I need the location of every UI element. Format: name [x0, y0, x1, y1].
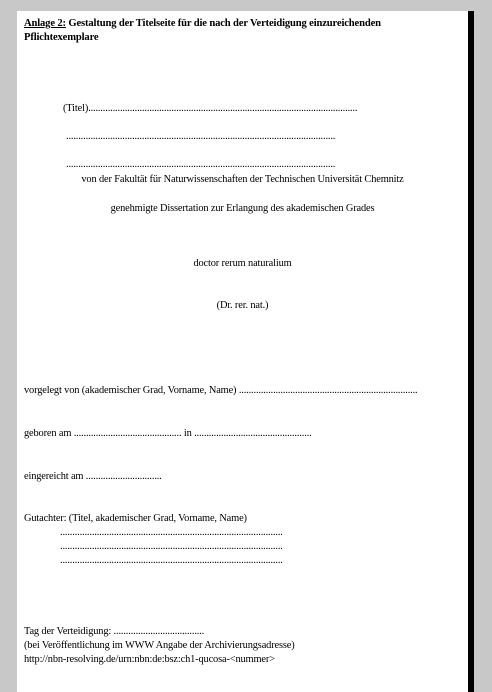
title-dots-line-3: ..............................................................................................................: [66, 159, 336, 170]
degree-name: doctor rerum naturalium: [193, 258, 292, 269]
reviewers-label: Gutachter: (Titel, akademischer Grad, Vorname, Name): [24, 513, 247, 524]
born-line: geboren am ............................................ in ................................................: [24, 428, 312, 439]
approved-line: genehmigte Dissertation zur Erlangung des akademischen Grades: [110, 203, 375, 214]
heading-title: Gestaltung der Titelseite für die nach der Verteidigung einzureichenden: [68, 18, 381, 29]
submitted-on-line: eingereicht am ...............................: [24, 471, 162, 482]
document-page: [17, 11, 468, 692]
reviewer-line: ...........................................................................................: [60, 555, 283, 566]
heading-prefix: Anlage 2:: [24, 18, 66, 29]
heading-line-1: [24, 18, 381, 30]
faculty-line: von der Fakultät für Naturwissenschaften der Technischen Universität Chemnitz: [81, 174, 404, 185]
page-shadow: [468, 11, 474, 692]
defense-date-line: Tag der Verteidigung: .....................................: [24, 626, 205, 637]
submitted-by-line: vorgelegt von (akademischer Grad, Vorname, Name) .........................................................................: [24, 385, 418, 396]
archive-url: http://nbn-resolving.de/urn:nbn:de:bsz:ch1-qucosa-<nummer>: [24, 654, 275, 665]
title-line: (Titel)..............................................................................................................: [63, 103, 358, 114]
publication-note: (bei Veröffentlichung im WWW Angabe der Archivierungsadresse): [24, 640, 295, 651]
heading-line-2: Pflichtexemplare: [24, 32, 99, 43]
reviewer-line: ...........................................................................................: [60, 527, 283, 538]
degree-abbreviation: (Dr. rer. nat.): [216, 300, 269, 311]
reviewer-line: ...........................................................................................: [60, 541, 283, 552]
title-dots-line-2: ..............................................................................................................: [66, 131, 336, 142]
